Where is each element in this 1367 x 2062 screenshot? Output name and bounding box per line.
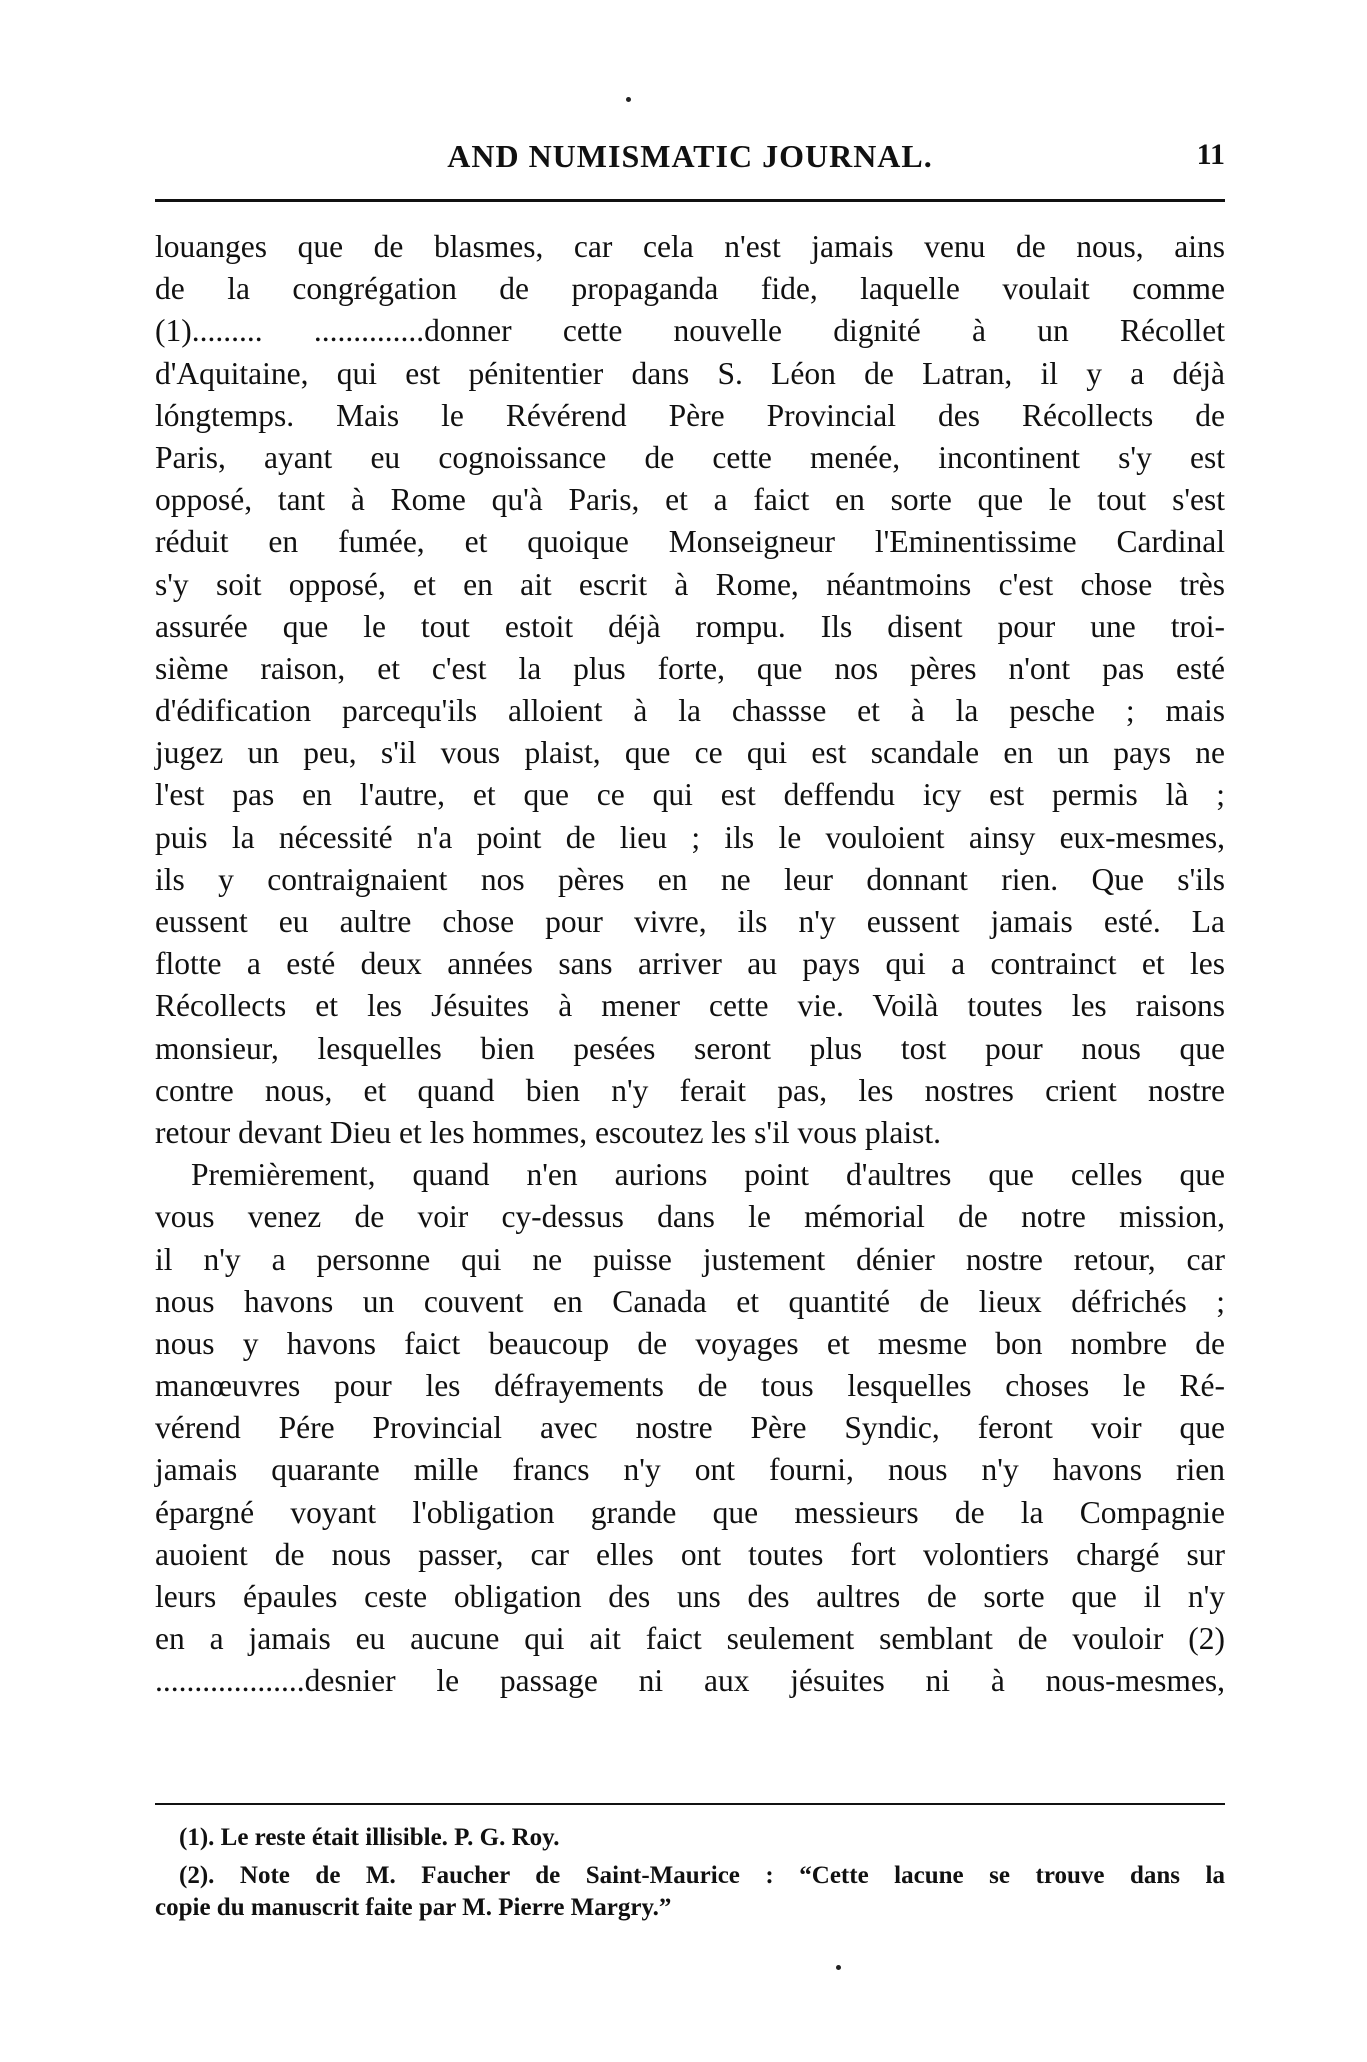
text-line: lóngtemps. Mais le Révérend Père Provincial des Récollects de (155, 397, 1225, 433)
text-line: réduit en fumée, et quoique Monseigneur l'Eminentissime Cardinal (155, 524, 1225, 560)
footnote-2 (155, 1860, 1225, 1924)
text-line: en a jamais eu aucune qui ait faict seulement semblant de vouloir (2) (155, 1621, 1225, 1657)
footnotes (155, 1822, 1225, 1924)
text-line: d'Aquitaine, qui est pénitentier dans S. Léon de Latran, il y a déjà (155, 355, 1225, 391)
page-header (155, 138, 1225, 188)
text-line: vérend Pére Provincial avec nostre Père Syndic, feront voir que (155, 1410, 1225, 1446)
footnote-2-line: (2). Note de M. Faucher de Saint-Maurice : “Cette lacune se trouve dans la (179, 1862, 1225, 1889)
text-line: jugez un peu, s'il vous plaist, que ce qui est scandale en un pays ne (155, 735, 1225, 771)
footnote-1: (1). Le reste était illisible. P. G. Roy. (179, 1824, 560, 1851)
text-line: épargné voyant l'obligation grande que messieurs de la Compagnie (155, 1494, 1225, 1530)
text-line: sième raison, et c'est la plus forte, que nos pères n'ont pas esté (155, 650, 1225, 686)
text-line: monsieur, lesquelles bien pesées seront plus tost pour nous que (155, 1030, 1225, 1066)
text-line: Récollects et les Jésuites à mener cette vie. Voilà toutes les raisons (155, 988, 1225, 1024)
running-head: AND NUMISMATIC JOURNAL. (447, 138, 933, 174)
text-line: (1)......... ..............donner cette nouvelle dignité à un Récollet (155, 313, 1225, 349)
text-line: leurs épaules ceste obligation des uns des aultres de sorte que il n'y (155, 1579, 1225, 1614)
text-line: manœuvres pour les défrayements de tous lesquelles choses le Ré- (155, 1368, 1225, 1404)
text-line: retour devant Dieu et les hommes, escoutez les s'il vous plaist. (155, 1114, 941, 1150)
text-line: auoient de nous passer, car elles ont toutes fort volontiers chargé sur (155, 1536, 1225, 1572)
text-line: contre nous, et quand bien n'y ferait pas, les nostres crient nostre (155, 1072, 1225, 1108)
text-line: assurée que le tout estoit déjà rompu. Ils disent pour une troi- (155, 608, 1225, 644)
text-line: opposé, tant à Rome qu'à Paris, et a faict en sorte que le tout s'est (155, 482, 1225, 518)
page-number: 11 (1196, 138, 1225, 171)
text-line: eussent eu aultre chose pour vivre, ils n'y eussent jamais esté. La (155, 904, 1225, 939)
text-line: puis la nécessité n'a point de lieu ; ils le vouloient ainsy eux-mesmes, (155, 819, 1225, 855)
text-line: vous venez de voir cy-dessus dans le mémorial de notre mission, (155, 1199, 1225, 1235)
body-text (155, 226, 1225, 1703)
text-line: de la congrégation de propaganda fide, laquelle voulait comme (155, 271, 1225, 307)
footnote-2-line: copie du manuscrit faite par M. Pierre Margry.” (155, 1894, 672, 1921)
text-line: ...................desnier le passage ni aux jésuites ni à nous-mesmes, (155, 1663, 1225, 1699)
text-line: nous y havons faict beaucoup de voyages et mesme bon nombre de (155, 1325, 1225, 1361)
text-line: flotte a esté deux années sans arriver au pays qui a contrainct et les (155, 946, 1225, 982)
footnote-rule (155, 1803, 1225, 1805)
header-rule (155, 199, 1225, 202)
printer-mark-dot (626, 97, 631, 102)
text-line: louanges que de blasmes, car cela n'est jamais venu de nous, ains (155, 229, 1225, 264)
text-line: jamais quarante mille francs n'y ont fourni, nous n'y havons rien (155, 1452, 1225, 1488)
text-line: ils y contraignaient nos pères en ne leur donnant rien. Que s'ils (155, 861, 1225, 897)
text-line: Premièrement, quand n'en aurions point d'aultres que celles que (191, 1157, 1225, 1193)
printer-mark-dot (836, 1965, 841, 1970)
text-line: il n'y a personne qui ne puisse justement dénier nostre retour, car (155, 1241, 1225, 1277)
text-line: nous havons un couvent en Canada et quantité de lieux défrichés ; (155, 1283, 1225, 1319)
text-line: l'est pas en l'autre, et que ce qui est deffendu icy est permis là ; (155, 777, 1225, 813)
text-line: d'édification parcequ'ils alloient à la chassse et à la pesche ; mais (155, 693, 1225, 729)
text-line: Paris, ayant eu cognoissance de cette menée, incontinent s'y est (155, 439, 1225, 475)
text-line: s'y soit opposé, et en ait escrit à Rome, néantmoins c'est chose très (155, 566, 1225, 602)
